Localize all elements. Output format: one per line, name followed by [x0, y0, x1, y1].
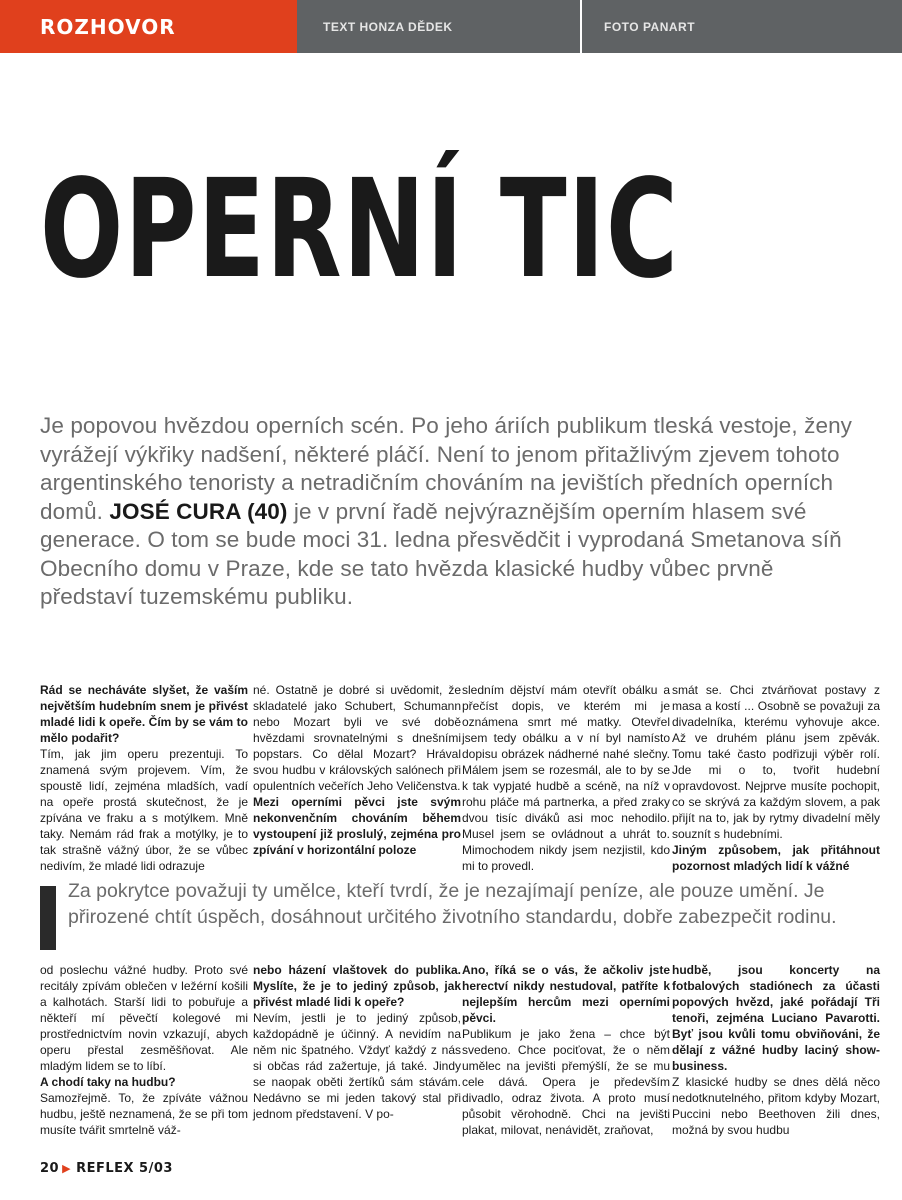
section-label: ROZHOVOR [0, 0, 297, 53]
headline: OPERNÍ TIC [40, 151, 680, 309]
answer: od poslechu vážné hudby. Proto své recitály zpívám oblečen v ležérní košili a kalhotách. Starší lidi to pobuřuje a někteří mí pěvečtí kolegové mi prostřednictvím novin vzkazují, abych operu přestal zesměšňovat. Ale mladým lidem se to líbí. [40, 963, 248, 1073]
answer: sledním dějství mám otevřít obálku a přečíst dopis, ve kterém mi je oznámena smrt mé matky. Otevřel jsem tedy obálku a v ní byl namísto dopisu obrázek nádherné nahé slečny. Málem jsem se rozesmál, ale to by se k tak vypjaté hudbě a scéně, na níž v rohu pláče má partnerka, a před zraky dvou tisíc diváků asi moc nehodilo. Musel jsem se ovládnout a uhrát to. Mimochodem nikdy jsem nezjistil, kdo mi to provedl. [462, 683, 670, 873]
lede-text-end: je v první řadě nejvýraznějším operním hlasem své generace. O tom se bude moci 31. ledna přesvědčit i vyprodaná Smetanova síň Obecního domu v Praze, kde se tato hvězda klasické hudby vůbec prvně představí tuzemskému publiku. [40, 498, 842, 609]
answer: né. Ostatně je dobré si uvědomit, že skladatelé jako Schubert, Schumann nebo Mozart byli ve své době hvězdami srovnatelnými s dnešními popstars. Co dělal Mozart? Hrával svou hudbu v královských salónech při opulentních večeřích Jeho Veličenstva. [253, 683, 461, 793]
page-footer [40, 1158, 173, 1178]
pull-quote-text: Za pokrytce považuji ty umělce, kteří tvrdí, že je nezajímají peníze, ale pouze umění. Je přirozené chtít úspěch, dosáhnout určitého životního standardu, dobře zabezpečit rodinu. [68, 880, 837, 928]
pull-quote-bar [40, 886, 56, 950]
question: nebo házení vlaštovek do publika. Myslíte, že je to jediný způsob, jak přivést mladé lidi k opeře? [253, 963, 461, 1009]
magazine-issue: REFLEX 5/03 [76, 1160, 173, 1176]
answer: Tím, jak jim operu prezentuji. To znamená svým projevem. Vím, že spoustě lidí, zejména mladších, vadí na opeře prostá skutečnost, že je zpívána ve fraku a s motýlkem. Mně taky. Nemám rád frak a motýlky, je to tak strašně vážný úbor, že se vůbec nedivím, že mladé lidi odrazuje [40, 747, 248, 873]
photo-credit: FOTO PANART [582, 0, 902, 53]
question: Rád se necháváte slyšet, že vaším největším hudebním snem je přivést mladé lidi k opeře. Čím by se vám to mělo podařit? [40, 683, 248, 745]
answer: Samozřejmě. To, že zpíváte vážnou hudbu, ještě neznamená, že se při tom musíte tvářit smrtelně váž- [40, 1091, 248, 1137]
answer: Publikum je jako žena – chce být svedeno. Chce pociťovat, že o něm umělec na jevišti přemýšlí, že se mu cele dává. Opera je především divadlo, odraz života. A proto musí působit věrohodně. Chci na jevišti plakat, milovat, nenávidět, zraňovat, [462, 1027, 670, 1137]
lede-text: Je popovou hvězdou operních scén. Po jeho áriích publikum tleská vestoje, ženy vyrážejí výkřiky nadšení, některé pláčí. Není to jenom přitažlivým zjevem tohoto argentinského tenoristy a netradičním chováním na jevištích předních operních domů. [40, 413, 853, 524]
column-4 [672, 962, 880, 1138]
page-number: 20 [40, 1160, 60, 1176]
answer: Z klasické hudby se dnes dělá něco nedotknutelného, přitom kdyby Mozart, Puccini nebo Beethoven žili dnes, možná by svou hudbu [672, 1075, 880, 1137]
article-columns-top [40, 682, 880, 873]
column-1 [40, 682, 248, 874]
column-2 [253, 962, 461, 1122]
question: A chodí taky na hudbu? [40, 1075, 176, 1089]
answer: Nevím, jestli je to jediný způsob, každopádně je účinný. A nevidím na něm nic špatného. Vždyť každý z nás si občas rád zažertuje, já také. Jindy se naopak oběti žertíků sám stávám. Nedávno se mi jeden takový stal při jednom představení. V po- [253, 1011, 461, 1121]
column-3 [462, 682, 670, 874]
article-columns-bottom [40, 962, 880, 1152]
column-2 [253, 682, 461, 858]
column-1 [40, 962, 248, 1138]
text-credit: TEXT HONZA DĚDEK [297, 0, 580, 53]
question: Ano, říká se o vás, že ačkoliv jste herectví nikdy nestudoval, patříte k nejlepším hercům mezi operními pěvci. [462, 963, 670, 1025]
pull-quote [40, 880, 880, 950]
arrow-right-icon: ▶ [62, 1161, 72, 1175]
column-4 [672, 682, 880, 874]
question: hudbě, jsou koncerty na fotbalových stadiónech za účasti popových hvězd, jaké pořádají Tři tenoři, zejména Luciano Pavarotti. Byť jsou kvůli tomu obviňováni, že dělají z vážné hudby laciný show-business. [672, 963, 880, 1073]
interviewee-name: JOSÉ CURA (40) [109, 498, 288, 524]
question: Mezi operními pěvci jste svým nekonvenčním chováním během vystoupení již proslulý, zejména pro zpívání v horizontální poloze [253, 795, 461, 857]
lede-paragraph [40, 412, 855, 612]
answer: smát se. Chci ztvárňovat postavy z masa a kostí ... Osobně se považuji za divadelníka, kterému vyhovuje akce. Až ve druhém plánu jsem zpěvák. Tomu také často podřizuji výběr rolí. Jde mi o to, tvořit hudební opravdovost. Nejprve musíte pochopit, co se skrývá za každým slovem, a pak přijít na to, jak by rytmy divadelní měly souznít s hudebními. [672, 683, 880, 841]
question: Jiným způsobem, jak přitáhnout pozornost mladých lidí k vážné [672, 843, 880, 873]
column-3 [462, 962, 670, 1138]
